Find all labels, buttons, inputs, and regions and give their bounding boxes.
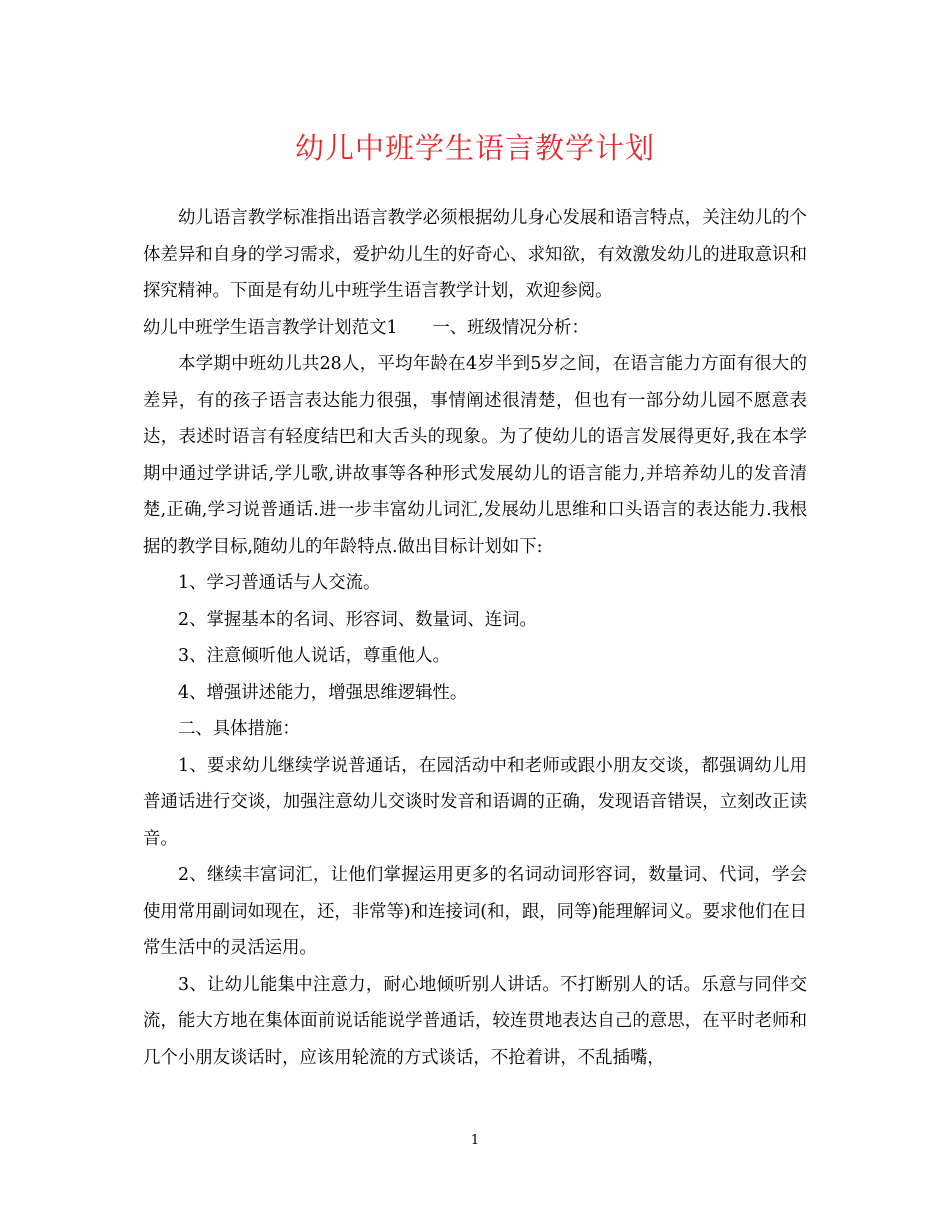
class-analysis-paragraph: 本学期中班幼儿共28人，平均年龄在4岁半到5岁之间，在语言能力方面有很大的差异，有的孩子语言表达能力很强，事情阐述很清楚，但也有一部分幼儿园不愿意表达，表述时语言有轻度结巴和大舌头的现象。为了使幼儿的语言发展得更好,我在本学期中通过学讲话,学儿歌,讲故事等各种形式发展幼儿的语言能力,并培养幼儿的发音清楚,正确,学习说普通话.进一步丰富幼儿词汇,发展幼儿思维和口头语言的表达能力.我根据的教学目标,随幼儿的年龄特点.做出目标计划如下: [143,354,807,557]
goal-item-4: 4、增强讲述能力，增强思维逻辑性。 [178,682,468,703]
goal-item-3: 3、注意倾听他人说话，尊重他人。 [178,646,450,666]
measures-heading: 二、具体措施： [178,719,300,739]
page-number: 1 [470,1133,480,1148]
measure-item-1: 1、要求幼儿继续学说普通话，在园活动中和老师或跟小朋友交谈，都强调幼儿用普通话进行交谈，加强注意幼儿交谈时发音和语调的正确，发现语音错误，立刻改正读音。 [143,755,807,849]
measure-item-2: 2、继续丰富词汇，让他们掌握运用更多的名词动词形容词，数量词、代词，学会使用常用副词如现在，还，非常等)和连接词(和，跟，同等)能理解词义。要求他们在日常生活中的灵活运用。 [143,865,807,958]
measure-item-3: 3、让幼儿能集中注意力，耐心地倾听别人讲话。不打断别人的话。乐意与同伴交流，能大方地在集体面前说话能说学普通话，较连贯地表达自己的意思，在平时老师和几个小朋友谈话时，应该用轮流的方式谈话，不抢着讲，不乱插嘴， [143,974,807,1068]
document-body [143,200,807,1076]
document-title: 幼儿中班学生语言教学计划 [294,131,655,165]
goal-item-2: 2、掌握基本的名词、形容词、数量词、连词。 [178,609,537,630]
goal-item-1: 1、学习普通话与人交流。 [178,573,381,593]
intro-paragraph: 幼儿语言教学标准指出语言教学必须根据幼儿身心发展和语言特点，关注幼儿的个体差异和自身的学习需求，爱护幼儿生的好奇心、求知欲，有效激发幼儿的进取意识和探究精神。下面是有幼儿中班学生语言教学计划，欢迎参阅。 [143,208,807,301]
sample-heading-line: 幼儿中班学生语言教学计划范文1 一、班级情况分析： [143,317,589,338]
